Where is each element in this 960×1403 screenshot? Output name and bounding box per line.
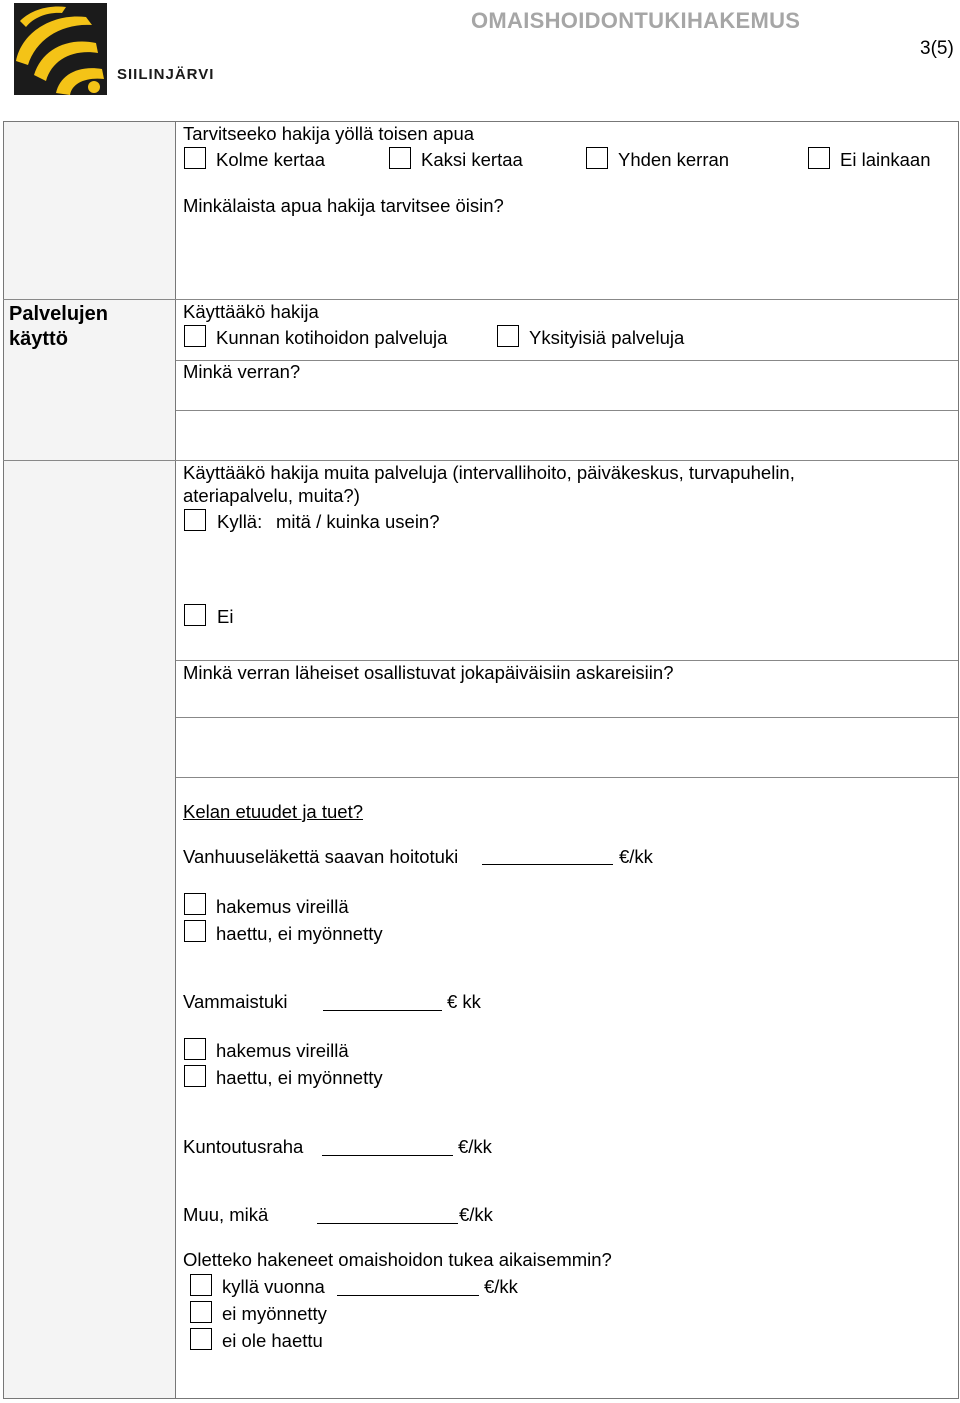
checkbox-disability-pending[interactable] (184, 1038, 206, 1060)
previous-unit: €/kk (484, 1276, 518, 1297)
option-label: ei myönnetty (222, 1303, 327, 1324)
checkbox-not-applied[interactable] (190, 1328, 212, 1350)
services-uses-question: Käyttääkö hakija (183, 301, 319, 322)
other-services-answer-area[interactable] (183, 538, 953, 598)
previous-application-question: Oletteko hakeneet omaishoidon tukea aikaisemmin? (183, 1249, 612, 1270)
table-left-border (3, 121, 4, 1399)
option-label: Kunnan kotihoidon palveluja (216, 327, 448, 348)
checkbox-previous-yes[interactable] (190, 1274, 212, 1296)
table-right-border (958, 121, 959, 1399)
table-top-border (3, 121, 959, 122)
checkbox-municipal-services[interactable] (184, 325, 206, 347)
siilinjarvi-logo-icon (14, 3, 107, 100)
checkbox-other-services-yes[interactable] (184, 509, 206, 531)
option-label: hakemus vireillä (216, 1040, 349, 1061)
other-services-question-line2: ateriapalvelu, muita?) (183, 485, 360, 506)
option-label: haettu, ei myönnetty (216, 1067, 383, 1088)
option-label: kyllä vuonna (222, 1276, 325, 1297)
row-divider (3, 460, 959, 461)
pension-amount-field[interactable] (482, 864, 613, 865)
other-services-question-line1: Käyttääkö hakija muita palveluja (intervallihoito, päiväkeskus, turvapuhelin, (183, 462, 795, 483)
pension-care-label: Vanhuuseläkettä saavan hoitotuki (183, 846, 459, 867)
checkbox-once[interactable] (586, 147, 608, 169)
logo-text: SIILINJÄRVI (117, 66, 215, 83)
disability-unit: € kk (447, 991, 481, 1012)
night-help-question: Tarvitseeko hakija yöllä toisen apua (183, 123, 475, 144)
option-label: Ei lainkaan (840, 149, 931, 170)
night-help-kind-question: Minkälaista apua hakija tarvitsee öisin? (183, 195, 504, 216)
row-divider (3, 299, 959, 300)
document-title: OMAISHOIDONTUKIHAKEMUS (471, 8, 801, 33)
rehab-unit: €/kk (458, 1136, 492, 1157)
disability-label: Vammaistuki (183, 991, 288, 1012)
checkbox-other-services-no[interactable] (184, 604, 206, 626)
relatives-answer-area[interactable] (183, 719, 953, 773)
services-how-much: Minkä verran? (183, 361, 301, 382)
checkbox-private-services[interactable] (497, 325, 519, 347)
option-label: Yksityisiä palveluja (529, 327, 685, 348)
night-help-answer-area[interactable] (183, 222, 953, 294)
checkbox-disability-denied[interactable] (184, 1065, 206, 1087)
other-benefit-amount-field[interactable] (317, 1223, 458, 1224)
row-divider (176, 717, 958, 718)
checkbox-pension-denied[interactable] (184, 920, 206, 942)
table-bottom-border (3, 1398, 959, 1399)
option-label: Kaksi kertaa (421, 149, 523, 170)
checkbox-pension-pending[interactable] (184, 893, 206, 915)
row-divider (176, 410, 958, 411)
checkbox-not-at-all[interactable] (808, 147, 830, 169)
checkbox-two-times[interactable] (389, 147, 411, 169)
option-label: ei ole haettu (222, 1330, 323, 1351)
row-divider (176, 660, 958, 661)
page-number: 3(5) (920, 38, 954, 59)
option-label: haettu, ei myönnetty (216, 923, 383, 944)
option-label: hakemus vireillä (216, 896, 349, 917)
checkbox-three-times[interactable] (184, 147, 206, 169)
other-benefit-label: Muu, mikä (183, 1204, 269, 1225)
rehab-label: Kuntoutusraha (183, 1136, 304, 1157)
checkbox-previous-denied[interactable] (190, 1301, 212, 1323)
rehab-amount-field[interactable] (322, 1155, 453, 1156)
yes-label: Kyllä: (217, 511, 263, 532)
other-benefit-unit: €/kk (459, 1204, 493, 1225)
column-divider (175, 121, 176, 1399)
option-label: Yhden kerran (618, 149, 730, 170)
yes-detail-label: mitä / kuinka usein? (276, 511, 440, 532)
row-divider (176, 777, 958, 778)
kela-heading: Kelan etuudet ja tuet? (183, 801, 364, 822)
no-label: Ei (217, 606, 234, 627)
relatives-question: Minkä verran läheiset osallistuvat jokapäiväisiin askareisiin? (183, 662, 674, 683)
disability-amount-field[interactable] (323, 1010, 442, 1011)
section-label-services: Palvelujen käyttö (9, 303, 108, 350)
previous-year-field[interactable] (337, 1295, 479, 1296)
option-label: Kolme kertaa (216, 149, 325, 170)
pension-unit: €/kk (619, 846, 653, 867)
services-answer-area[interactable] (183, 412, 953, 456)
